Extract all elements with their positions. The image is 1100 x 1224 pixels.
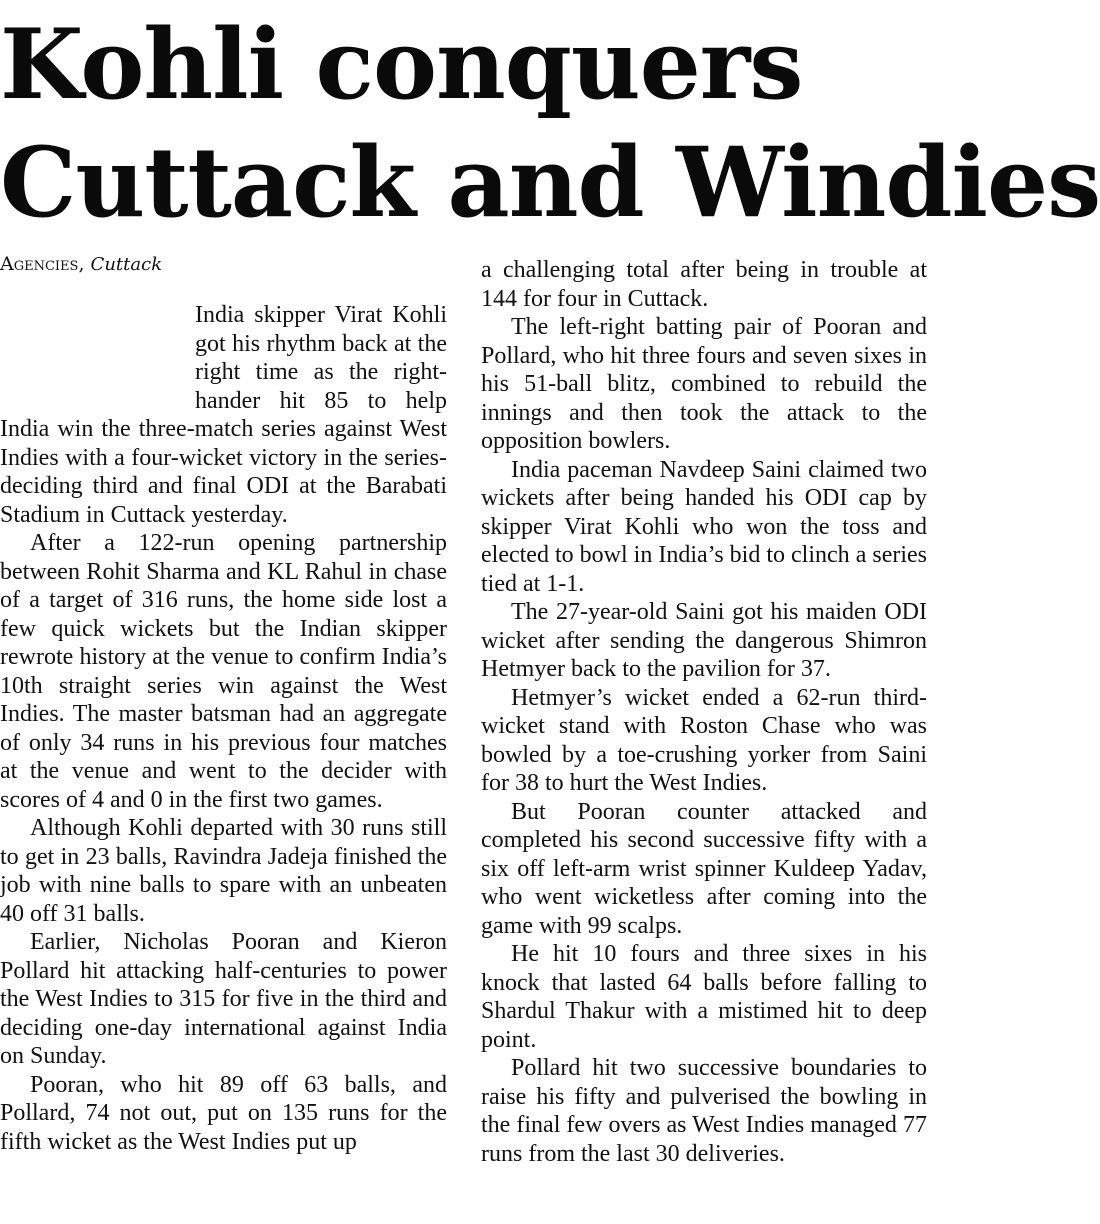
paragraph: India paceman Navdeep Saini claimed two wickets after being handed his ODI cap by skipper Virat Kohli who won the toss and elected to bowl in India’s bid to clinch a series tied at 1-1. bbox=[481, 456, 927, 597]
byline-agency: Agencies, bbox=[0, 253, 85, 275]
paragraph: The left-right batting pair of Pooran and Pollard, who hit three fours and seven sixes in his 51-ball blitz, combined to rebuild the innings and then took the attack to the opposition bowlers. bbox=[481, 314, 927, 454]
paragraph: a challenging total after being in trouble at 144 for four in Cuttack. bbox=[481, 257, 927, 312]
article-body-right bbox=[481, 256, 927, 1168]
paragraph: The 27-year-old Saini got his maiden ODI wicket after sending the dangerous Shimron Hetmyer back to the pavilion for 37. bbox=[481, 599, 927, 682]
paragraph: He hit 10 fours and three sixes in his knock that lasted 64 balls before falling to Shardul Thakur with a mistimed hit to deep point. bbox=[481, 941, 927, 1053]
article-column-left bbox=[0, 250, 447, 1156]
headline-line-2: Cuttack and Windies bbox=[0, 126, 1100, 239]
byline-place: Cuttack bbox=[90, 254, 163, 275]
article-column-right bbox=[481, 256, 927, 1168]
paragraph: But Pooran counter attacked and completed his second successive fifty with a six off left-arm wrist spinner Kuldeep Yadav, who went wicketless after coming into the game with 99 scalps. bbox=[481, 798, 927, 939]
paragraph: India skipper Virat Kohli got his rhythm back at the right time as the right-hander hit 85 to help India win the three-match series against West Indies with a four-wicket victory in the series-deciding third and final ODI at the Barabati Stadium in Cuttack yesterday. bbox=[0, 302, 447, 528]
paragraph: Pooran, who hit 89 off 63 balls, and Pollard, 74 not out, put on 135 runs for the fifth wicket as the West Indies put up bbox=[0, 1071, 447, 1155]
byline bbox=[0, 250, 447, 279]
paragraph: Pollard hit two successive boundaries to raise his fifty and pulverised the bowling in the final few overs as West Indies managed 77 runs from the last 30 deliveries. bbox=[481, 1055, 927, 1167]
paragraph: Earlier, Nicholas Pooran and Kieron Pollard hit attacking half-centuries to power the West Indies to 315 for five in the third and deciding one-day international against India on Sunday. bbox=[0, 929, 447, 1069]
headline bbox=[0, 6, 1100, 242]
article-body-left bbox=[0, 301, 447, 1156]
headline-line-1: Kohli conquers bbox=[0, 8, 803, 121]
paragraph: After a 122-run opening partnership between Rohit Sharma and KL Rahul in chase of a target of 316 runs, the home side lost a few quick wickets but the Indian skipper rewrote history at the venue to confirm India’s 10th straight series win against the West Indies. The master batsman had an aggregate of only 34 runs in his previous four matches at the venue and went to the decider with scores of 4 and 0 in the first two games. bbox=[0, 530, 447, 813]
paragraph: Although Kohli departed with 30 runs still to get in 23 balls, Ravindra Jadeja finished the job with nine balls to spare with an unbeaten 40 off 31 balls. bbox=[0, 815, 447, 927]
paragraph: Hetmyer’s wicket ended a 62-run third-wicket stand with Roston Chase who was bowled by a toe-crushing yorker from Saini for 38 to hurt the West Indies. bbox=[481, 684, 927, 796]
drop-space bbox=[0, 301, 195, 415]
